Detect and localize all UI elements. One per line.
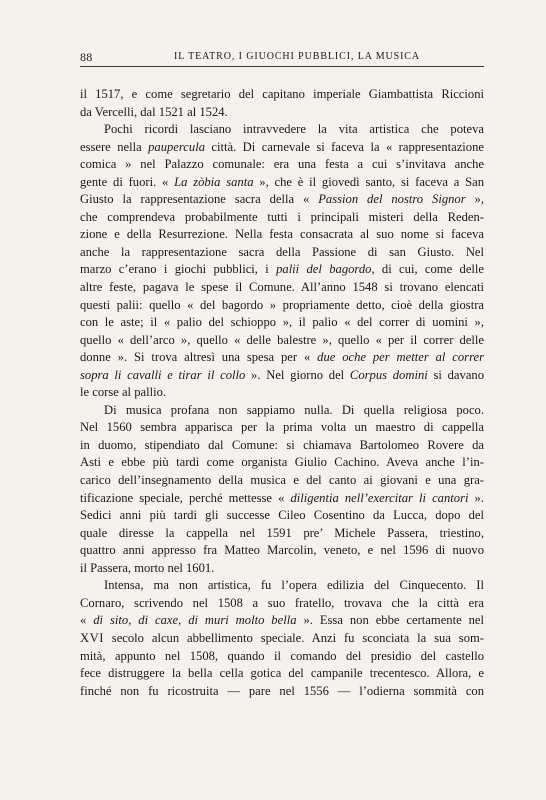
text-line [80, 86, 484, 104]
italic-phrase: Passion del nostro Signor [318, 192, 466, 207]
text-segment: fece distruggere la bella cella gotica del campanile trecentesco. Allora, e [80, 666, 484, 681]
text-segment: essere nella [80, 139, 149, 154]
text-segment: che comprendeva probabilmente tutti i principali misteri della Reden- [80, 209, 484, 224]
text-line [80, 209, 484, 227]
text-line [80, 297, 484, 315]
italic-phrase: Corpus domini [349, 367, 428, 382]
text-segment: Intensa, ma non artistica, fu l’opera edilizia del Cinquecento. Il [104, 578, 484, 593]
text-line [80, 560, 484, 578]
text-segment: Nel 1560 sembra apparisca per la prima volta un maestro di cappella [80, 420, 484, 435]
text-line [80, 595, 484, 613]
text-segment: donne ». Si trova altresì una spesa per « [80, 350, 318, 365]
text-segment: », che è il giovedì santo, si faceva a San [253, 174, 484, 189]
text-segment: questi palii: quello « del bagordo » propriamente detto, cioè della giostra [80, 297, 484, 312]
text-line [80, 226, 484, 244]
text-segment: gente di fuori. « [80, 174, 175, 189]
text-segment: si davano [427, 367, 484, 382]
text-line [80, 612, 484, 630]
italic-phrase: due oche per metter al correr [317, 350, 484, 365]
text-line [80, 577, 484, 595]
text-segment: Sedici anni più tardi gli successe Cileo Cosentino da Lucca, dopo del [80, 508, 484, 523]
text-line [80, 402, 484, 420]
text-segment: XVI [80, 630, 104, 645]
text-segment: da Vercelli, dal 1521 al 1524. [80, 104, 228, 119]
text-segment: Giusto la rappresentazione sacra della « [80, 192, 319, 207]
text-segment: Di musica profana non sappiamo nulla. Di quella religiosa poco. [104, 402, 484, 417]
text-line [80, 156, 484, 174]
text-line [80, 244, 484, 262]
text-line [80, 349, 484, 367]
text-segment: marzo c’erano i giochi pubblici, i [80, 262, 277, 277]
text-segment: anche la rappresentazione sacra della Passione di san Giusto. Nel [80, 244, 484, 259]
text-line [80, 332, 484, 350]
text-segment: il Passera, morto nel 1601. [80, 560, 215, 575]
text-line [80, 104, 484, 122]
text-segment: ». Nel giorno del [245, 367, 350, 382]
italic-phrase: di sito, di caxe, di muri molto bella [93, 613, 297, 628]
text-segment: Asti e ebbe più tardi come organista Giulio Cachino. Aveva anche l’in- [80, 455, 484, 470]
running-title: IL TEATRO, I GIUOCHI PUBBLICI, LA MUSICA [174, 51, 420, 62]
text-line [80, 665, 484, 683]
text-segment: zione e della Resurrezione. Nella festa consacrata al suo nome si faceva [80, 227, 484, 242]
page-header [80, 50, 484, 67]
text-segment: città. Di carnevale si faceva la « rappresentazione [205, 139, 484, 154]
text-line [80, 683, 484, 701]
text-segment: ». [468, 490, 484, 505]
text-line [80, 139, 484, 157]
text-line [80, 507, 484, 525]
text-line [80, 384, 484, 402]
italic-phrase: paupercula [148, 139, 205, 154]
text-line [80, 542, 484, 560]
text-line [80, 261, 484, 279]
text-line [80, 367, 484, 385]
text-segment: comica » nel Palazzo comunale: era una festa a cui s’invitava anche [80, 157, 484, 172]
text-segment: in duomo, stipendiato dal Comune: si chiamava Bartolomeo Rovere da [80, 437, 484, 452]
italic-phrase: La zòbia santa [174, 174, 254, 189]
text-segment: altre feste, pagava le spese il Comune. All’anno 1548 si trovano elencati [80, 280, 484, 295]
text-segment: Pochi ricordi lasciano intravvedere la vita artistica che poteva [104, 122, 484, 137]
text-line [80, 191, 484, 209]
text-line [80, 437, 484, 455]
text-segment: finché non fu ricostruita — pare nel 1556 — l’odierna sommità con [80, 683, 484, 698]
text-segment: tificazione speciale, perché mettesse « [80, 490, 291, 505]
text-line [80, 525, 484, 543]
text-segment: le corse al pallio. [80, 385, 167, 400]
body-text [80, 86, 484, 700]
text-line [80, 279, 484, 297]
text-line [80, 454, 484, 472]
text-segment: mità, appunto nel 1508, quando il comando del presidio del castello [80, 648, 484, 663]
text-segment: , di cui, come delle [371, 262, 484, 277]
text-segment: quale diresse la cappella nel 1591 pre’ Michele Passera, triestino, [80, 525, 484, 540]
text-line [80, 174, 484, 192]
text-segment: ». Essa non ebbe certamente nel [296, 613, 484, 628]
italic-phrase: palii del bagordo [276, 262, 372, 277]
text-segment: con le aste; il « palio del schioppo », il palio « del correr di uomini », [80, 315, 484, 330]
text-segment: quattro anni appresso fra Matteo Marcolin, veneto, e nel 1596 di nuovo [80, 543, 484, 558]
text-segment: Cornaro, scrivendo nel 1508 a suo fratello, trovava che la città era [80, 595, 484, 610]
text-line [80, 314, 484, 332]
text-segment: secolo alcun abbellimento speciale. Anzi fu sconciata la sua som- [103, 630, 484, 645]
text-segment: », [465, 192, 484, 207]
text-segment: « [80, 613, 94, 628]
page-number: 88 [80, 50, 93, 64]
text-line [80, 490, 484, 508]
text-line [80, 419, 484, 437]
italic-phrase: sopra li cavalli e tirar il collo [80, 367, 246, 382]
text-line [80, 648, 484, 666]
text-segment: quello « dell’arco », quello « delle balestre », quello « per il correr delle [80, 332, 484, 347]
text-segment: il 1517, e come segretario del capitano imperiale Giambattista Riccioni [80, 87, 484, 101]
text-segment: carico dell’insegnamento della musica e del canto ai giovani e una gra- [80, 473, 484, 488]
text-line [80, 472, 484, 490]
italic-phrase: diligentia nell’exercitar li cantori [290, 490, 469, 505]
text-line [80, 121, 484, 139]
text-line [80, 630, 484, 648]
